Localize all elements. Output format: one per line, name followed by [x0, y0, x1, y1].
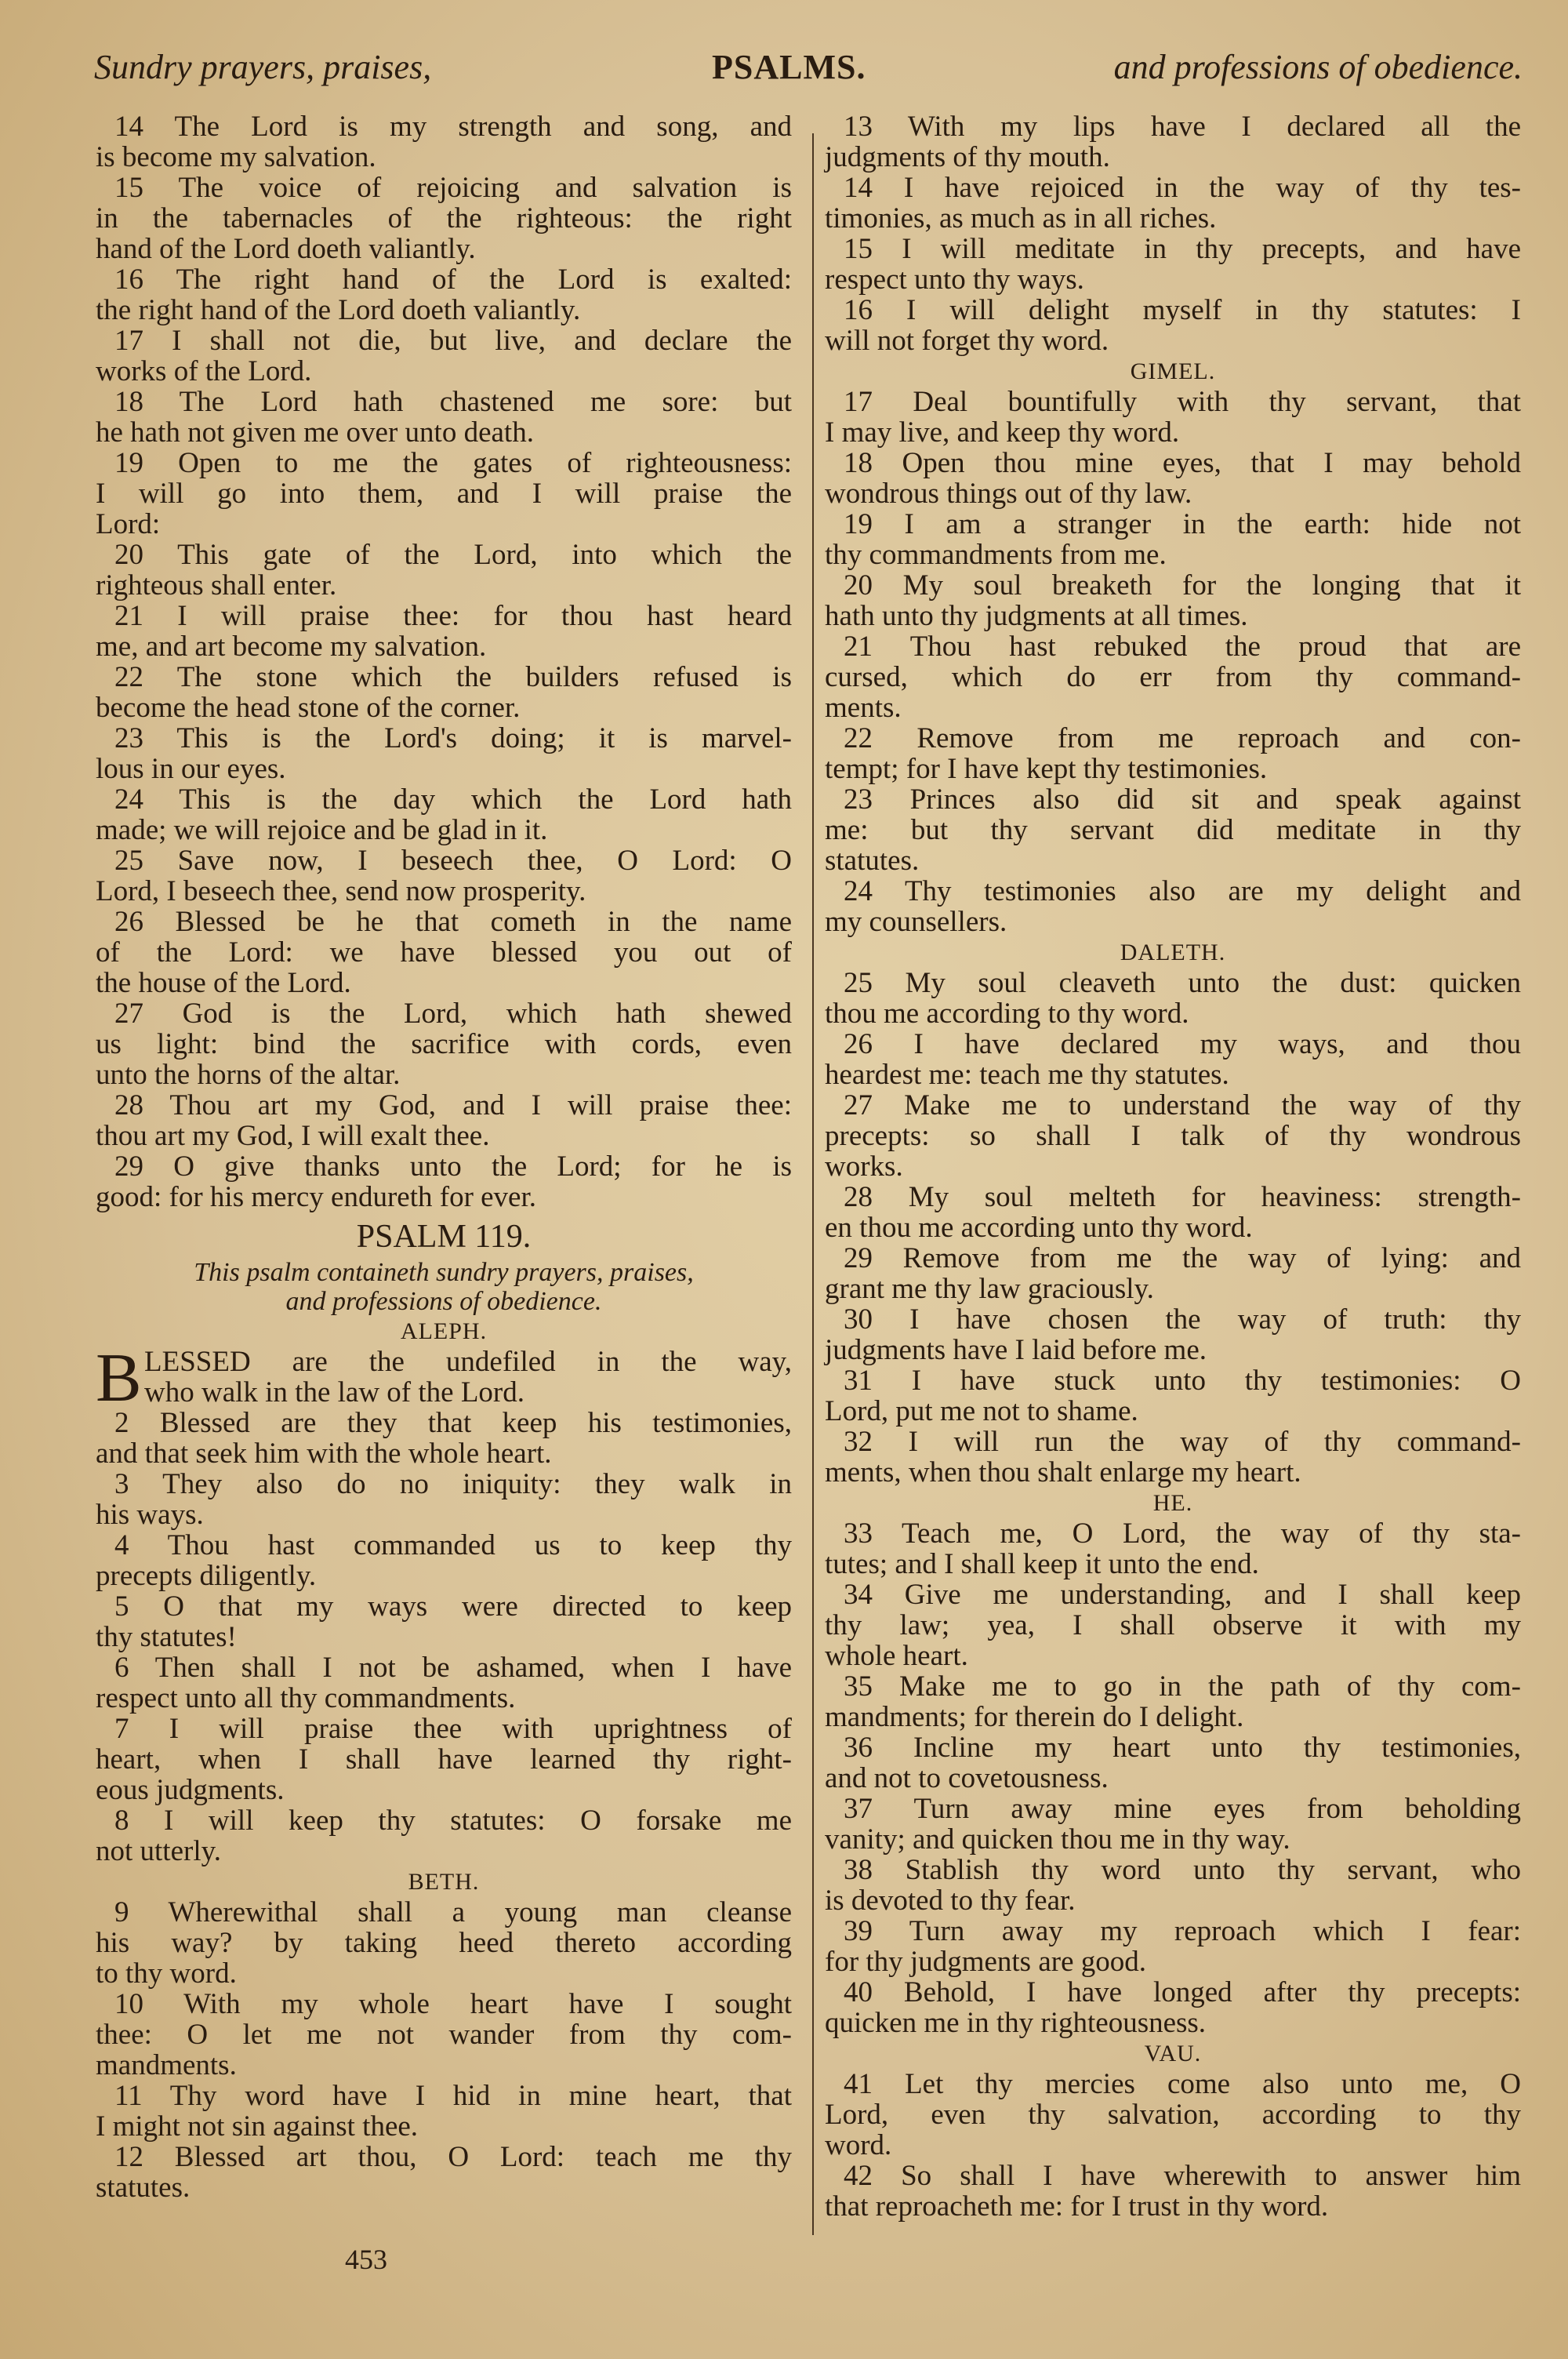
verse-line: to thy word.: [96, 1957, 237, 1990]
column-divider: [812, 133, 814, 2235]
verse-line: I will go into them, and I will praise the: [96, 478, 792, 509]
verse-line: works.: [825, 1150, 903, 1183]
verse-line: tutes; and I shall keep it unto the end.: [825, 1548, 1259, 1580]
verse-line: 20 This gate of the Lord, into which the: [114, 540, 792, 570]
verse-line: vanity; and quicken thou me in thy way.: [825, 1823, 1290, 1856]
section-heading: GIMEL.: [1130, 358, 1216, 384]
verse-line: is become my salvation.: [96, 141, 376, 173]
verse-line: thou art my God, I will exalt thee.: [96, 1120, 490, 1152]
verse-line: 8 I will keep thy statutes: O forsake me: [114, 1805, 792, 1836]
verse-line: grant me thy law graciously.: [825, 1273, 1154, 1305]
verse-line: statutes.: [96, 2172, 191, 2204]
verse: [825, 723, 1521, 784]
verse-line: respect unto thy ways.: [825, 264, 1084, 296]
verse-line: 15 The voice of rejoicing and salvation is: [114, 173, 792, 203]
running-head-left: Sundry prayers, praises,: [94, 48, 432, 86]
verse-line: and not to covetousness.: [825, 1762, 1109, 1794]
verse-line: 28 My soul melteth for heaviness: strength-: [844, 1182, 1521, 1212]
verse: [96, 173, 792, 264]
verse-line: his way? by taking heed thereto according: [96, 1928, 792, 1958]
verse: [96, 1714, 792, 1805]
verse: [825, 631, 1521, 723]
verse-line: 28 Thou art my God, and I will praise thee:: [114, 1090, 792, 1121]
verse-line: 21 I will praise thee: for thou hast heard: [114, 601, 792, 631]
verse-line: the house of the Lord.: [96, 967, 351, 999]
verse-line: heardest me: teach me thy statutes.: [825, 1059, 1229, 1091]
verse-line: 20 My soul breaketh for the longing that it: [844, 570, 1521, 601]
verse-line: unto the horns of the altar.: [96, 1059, 401, 1091]
verse: [825, 1732, 1521, 1794]
verse: [96, 662, 792, 723]
verse: [96, 1408, 792, 1469]
section-heading: HE.: [1152, 1490, 1193, 1516]
verse-line: good: for his mercy endureth for ever.: [96, 1181, 537, 1213]
verse-line: 23 Princes also did sit and speak against: [844, 784, 1521, 815]
verse-line: in the tabernacles of the righteous: the right: [96, 203, 792, 234]
verse-line: of the Lord: we have blessed you out of: [96, 937, 792, 968]
verse-line: Lord, even thy salvation, according to thy: [825, 2099, 1521, 2130]
verse-line: 21 Thou hast rebuked the proud that are: [844, 631, 1521, 662]
verse-line: wondrous things out of thy law.: [825, 478, 1192, 510]
verse-line: 15 I will meditate in thy precepts, and have: [844, 234, 1521, 264]
verse-line: 17 I shall not die, but live, and declare the: [114, 325, 792, 356]
verse-line: 17 Deal bountifully with thy servant, that: [844, 387, 1521, 417]
verse: [825, 784, 1521, 876]
verse: [825, 968, 1521, 1029]
verse-line: us light: bind the sacrifice with cords, even: [96, 1029, 792, 1060]
verse-line: 3 They also do no iniquity: they walk in: [114, 1469, 792, 1499]
verse: [96, 601, 792, 662]
verse-line: righteous shall enter.: [96, 569, 337, 602]
verse-line: 36 Incline my heart unto thy testimonies,: [844, 1732, 1521, 1763]
verse-line: 22 Remove from me reproach and con-: [844, 723, 1521, 754]
verse: [825, 111, 1521, 173]
page-number: 453: [345, 2244, 387, 2275]
section-heading: DALETH.: [1120, 940, 1226, 965]
verse-line: quicken me in thy righteousness.: [825, 2007, 1207, 2039]
verse-line: hath unto thy judgments at all times.: [825, 600, 1248, 632]
verse-line: not utterly.: [96, 1835, 221, 1867]
verse: [825, 1182, 1521, 1243]
verse: [825, 448, 1521, 509]
verse: [96, 1530, 792, 1591]
section-heading: ALEPH.: [400, 1318, 488, 1344]
verse-line: tempt; for I have kept thy testimonies.: [825, 753, 1268, 785]
section-heading: BETH.: [408, 1869, 480, 1895]
verse: [825, 1243, 1521, 1304]
verse-line: word.: [825, 2129, 892, 2161]
running-head-title: PSALMS.: [712, 48, 866, 86]
verse-line: 29 O give thanks unto the Lord; for he is: [114, 1151, 792, 1182]
verse: [96, 998, 792, 1090]
verse-line: will not forget thy word.: [825, 325, 1109, 357]
verse: [96, 2142, 792, 2203]
verse-line: 18 Open thou mine eyes, that I may behold: [844, 448, 1521, 478]
verse: [825, 1090, 1521, 1182]
verse-line: become the head stone of the corner.: [96, 692, 521, 724]
right-column: [825, 111, 1521, 2222]
verse: [96, 325, 792, 387]
verse-line: mandments; for therein do I delight.: [825, 1701, 1244, 1733]
verse: [96, 111, 792, 173]
verse-line: mandments.: [96, 2049, 237, 2081]
verse-line: 10 With my whole heart have I sought: [114, 1989, 792, 2019]
verse-line: thy law; yea, I shall observe it with my: [825, 1610, 1521, 1641]
verse-line: statutes.: [825, 845, 920, 877]
verse-line: 27 God is the Lord, which hath shewed: [114, 998, 792, 1029]
verse: [825, 234, 1521, 295]
verse-line: and that seek him with the whole heart.: [96, 1438, 552, 1470]
psalm-summary: and professions of obedience.: [285, 1287, 602, 1316]
verse-line: ments, when thou shalt enlarge my heart.: [825, 1456, 1301, 1488]
verse: [825, 1855, 1521, 1916]
verse: [96, 1469, 792, 1530]
verse-line: LESSED are the undefiled in the way,: [144, 1347, 792, 1377]
verse: [96, 1652, 792, 1714]
verse: [825, 1365, 1521, 1427]
verse: [96, 907, 792, 998]
verse: [825, 1794, 1521, 1855]
verse-line: 30 I have chosen the way of truth: thy: [844, 1304, 1521, 1335]
verse: [825, 1977, 1521, 2038]
verse: [825, 2161, 1521, 2222]
verse-line: 19 I am a stranger in the earth: hide not: [844, 509, 1521, 540]
verse-line: 25 My soul cleaveth unto the dust: quicken: [844, 968, 1521, 998]
verse: [96, 2081, 792, 2142]
verse-line: thee: O let me not wander from thy com-: [96, 2019, 792, 2050]
verse-line: my counsellers.: [825, 906, 1007, 938]
verse: [825, 387, 1521, 448]
verse-line: eous judgments.: [96, 1774, 285, 1806]
verse-line: 24 Thy testimonies also are my delight and: [844, 876, 1521, 907]
verse-line: 11 Thy word have I hid in mine heart, that: [114, 2081, 792, 2111]
verse-line: 34 Give me understanding, and I shall keep: [844, 1579, 1521, 1610]
verse-line: 25 Save now, I beseech thee, O Lord: O: [114, 845, 792, 876]
verse-line: is devoted to thy fear.: [825, 1885, 1076, 1917]
verse-line: 2 Blessed are they that keep his testimonies,: [114, 1408, 792, 1438]
verse-line: 13 With my lips have I declared all the: [844, 111, 1521, 142]
verse-line: 27 Make me to understand the way of thy: [844, 1090, 1521, 1121]
verse-line: judgments have I laid before me.: [825, 1334, 1207, 1366]
verse-line: me, and art become my salvation.: [96, 631, 487, 663]
verse-line: 9 Wherewithal shall a young man cleanse: [114, 1897, 792, 1928]
verse-line: he hath not given me over unto death.: [96, 416, 534, 449]
verse-line: 40 Behold, I have longed after thy precepts:: [844, 1977, 1521, 2008]
verse-line: timonies, as much as in all riches.: [825, 202, 1217, 234]
verse-line: thy statutes!: [96, 1621, 237, 1653]
verse-line: for thy judgments are good.: [825, 1946, 1146, 1978]
verse-line: en thou me according unto thy word.: [825, 1212, 1253, 1244]
verse: [96, 387, 792, 448]
verse-line: 37 Turn away mine eyes from beholding: [844, 1794, 1521, 1824]
verse-line: 32 I will run the way of thy command-: [844, 1427, 1521, 1457]
verse-line: who walk in the law of the Lord.: [144, 1376, 524, 1408]
verse: [825, 1518, 1521, 1579]
verse-line: heart, when I shall have learned thy right-: [96, 1744, 792, 1775]
verse-line: 7 I will praise thee with uprightness of: [114, 1714, 792, 1744]
verse: [825, 1304, 1521, 1365]
verse-line: thy commandments from me.: [825, 539, 1167, 571]
verse-line: 16 I will delight myself in thy statutes: I: [844, 295, 1521, 325]
verse-line: 23 This is the Lord's doing; it is marvel-: [114, 723, 792, 754]
verse: [825, 509, 1521, 570]
verse: [825, 1916, 1521, 1977]
verse-line: 18 The Lord hath chastened me sore: but: [114, 387, 792, 417]
verse: [96, 1989, 792, 2081]
verse-line: judgments of thy mouth.: [825, 141, 1110, 173]
verse-line: the right hand of the Lord doeth valiantly.: [96, 294, 581, 326]
verse-line: 39 Turn away my reproach which I fear:: [844, 1916, 1521, 1946]
verse-line: 19 Open to me the gates of righteousness:: [114, 448, 792, 478]
verse: [825, 1579, 1521, 1671]
verse: [96, 1805, 792, 1866]
drop-cap-letter: B: [96, 1340, 142, 1416]
verse-line: precepts diligently.: [96, 1560, 317, 1592]
verse-line: 38 Stablish thy word unto thy servant, who: [844, 1855, 1521, 1885]
verse: [96, 784, 792, 845]
verse-line: made; we will rejoice and be glad in it.: [96, 814, 548, 846]
verse-line: Lord:: [96, 508, 161, 540]
verse: [96, 1897, 792, 1989]
left-column: [96, 111, 792, 2203]
verse-line: I may live, and keep thy word.: [825, 416, 1180, 449]
psalm-summary: This psalm containeth sundry prayers, praises,: [194, 1258, 694, 1287]
verse: [96, 1090, 792, 1151]
verse-line: works of the Lord.: [96, 355, 312, 387]
verse-line: cursed, which do err from thy command-: [825, 662, 1521, 692]
verse: [825, 1029, 1521, 1090]
verse-line: 42 So shall I have wherewith to answer him: [844, 2161, 1521, 2191]
verse-line: 5 O that my ways were directed to keep: [114, 1591, 792, 1622]
verse-line: 33 Teach me, O Lord, the way of thy sta-: [844, 1518, 1521, 1549]
verse-line: his ways.: [96, 1499, 204, 1531]
verse-line: 14 I have rejoiced in the way of thy tes-: [844, 173, 1521, 203]
verse-line: me: but thy servant did meditate in thy: [825, 815, 1521, 845]
verse-line: I might not sin against thee.: [96, 2110, 419, 2143]
verse-line: 26 Blessed be he that cometh in the name: [114, 907, 792, 937]
verse: [825, 173, 1521, 234]
verse-line: Lord, I beseech thee, send now prosperity.: [96, 875, 586, 907]
verse: [96, 723, 792, 784]
verse: [96, 540, 792, 601]
verse-line: 35 Make me to go in the path of thy com-: [844, 1671, 1521, 1702]
verse-line: 22 The stone which the builders refused is: [114, 662, 792, 692]
verse-line: hand of the Lord doeth valiantly.: [96, 233, 476, 265]
verse-line: thou me according to thy word.: [825, 998, 1189, 1030]
verse: [96, 448, 792, 540]
verse-line: whole heart.: [825, 1640, 968, 1672]
verse: [825, 876, 1521, 937]
verse-line: ments.: [825, 692, 902, 724]
verse: [825, 1671, 1521, 1732]
verse-line: 14 The Lord is my strength and song, and: [114, 111, 792, 142]
verse: [96, 845, 792, 907]
running-head-right: and professions of obedience.: [1113, 48, 1523, 86]
psalm-title: PSALM 119.: [356, 1219, 532, 1255]
verse-line: 29 Remove from me the way of lying: and: [844, 1243, 1521, 1274]
verse: [96, 1151, 792, 1212]
verse-line: 26 I have declared my ways, and thou: [844, 1029, 1521, 1060]
verse-line: 24 This is the day which the Lord hath: [114, 784, 792, 815]
verse: [825, 295, 1521, 356]
verse-line: that reproacheth me: for I trust in thy word.: [825, 2190, 1329, 2223]
verse: [825, 1427, 1521, 1488]
verse-line: 4 Thou hast commanded us to keep thy: [114, 1530, 792, 1561]
verse-line: lous in our eyes.: [96, 753, 286, 785]
verse-line: 31 I have stuck unto thy testimonies: O: [844, 1365, 1521, 1396]
section-heading: VAU.: [1144, 2041, 1202, 2066]
verse: [825, 570, 1521, 631]
verse-line: 16 The right hand of the Lord is exalted:: [114, 264, 792, 295]
verse: [825, 2069, 1521, 2161]
verse: [96, 264, 792, 325]
verse-line: respect unto all thy commandments.: [96, 1682, 516, 1714]
verse-line: 6 Then shall I not be ashamed, when I have: [114, 1652, 792, 1683]
verse-line: precepts: so shall I talk of thy wondrous: [825, 1121, 1521, 1151]
verse-line: Lord, put me not to shame.: [825, 1395, 1138, 1427]
verse-dropcap: [96, 1340, 792, 1416]
verse-line: 41 Let thy mercies come also unto me, O: [844, 2069, 1521, 2099]
verse-line: 12 Blessed art thou, O Lord: teach me thy: [114, 2142, 792, 2172]
verse: [96, 1591, 792, 1652]
